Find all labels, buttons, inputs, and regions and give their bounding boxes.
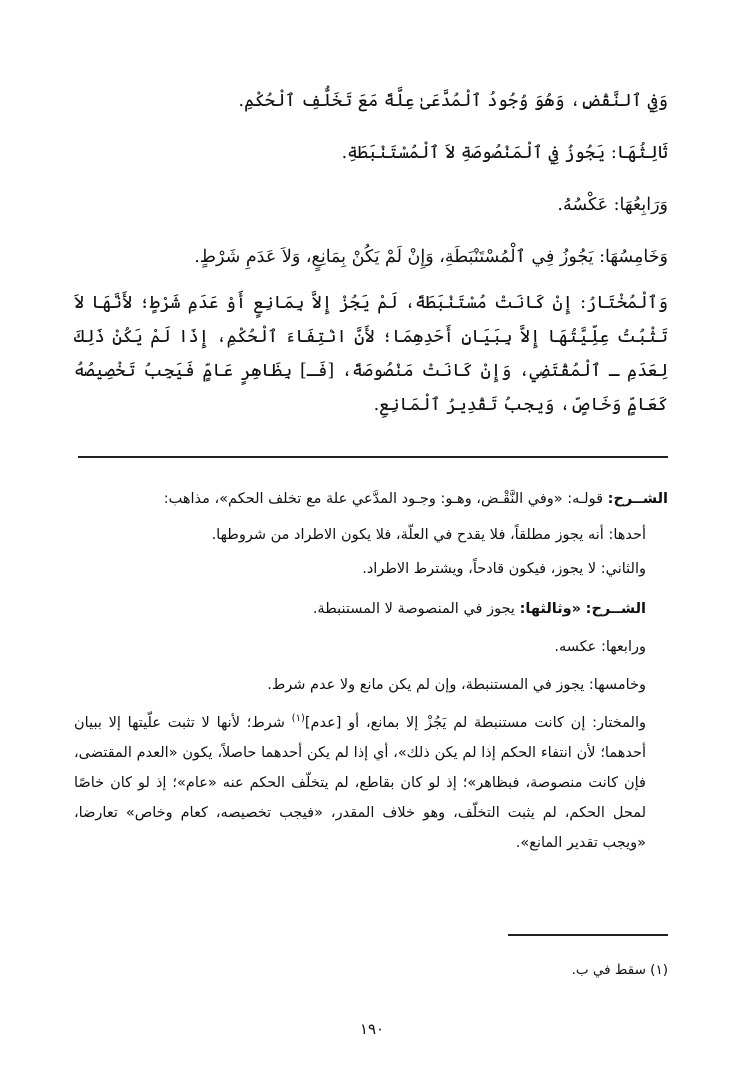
sharh-p4: ورابعها: عكسه. [554, 639, 646, 655]
matn-line-3: وَرَابِعُهَا: عَكْسُهُ. [557, 195, 668, 215]
sharh-intro [74, 484, 668, 514]
sharh-p6-b: شرط؛ لأنها لا تثبت علّيتها إلا ببيان أحدهما؛ لأن انتفاء الحكم إذا لم يكن ذلك»، أي إذا لم يكن أحدهما حاصلاً، يكون «العدم المقتضى، فإن كانت منصوصة، فبظاهر»؛ إذ لو كان بقاطع، لم يتخلّف الحكم عنه «عام»؛ إذ لو كان خاصًا لمحل الحكم، لم يثبت التخلّف، وهو خلاف المقدر، «فيجب تخصيصه، كعام وخاص» تعارضا، «ويجب تقدير المانع». [74, 714, 646, 851]
sharh-p3 [74, 594, 668, 624]
footnote-1: (١) سقط في ب. [571, 962, 668, 978]
matn-line-2: ثَالِثُهَا: يَجُوزُ فِي ٱلْمَنْصُوصَةِ لاَ ٱلْمُسْتَنْبَطَةِ. [341, 143, 668, 163]
matn-line-4: وَخَامِسُهَا: يَجُوزُ فِي ٱلْمُسْتَنْبَطَةِ، وَإِنْ لَمْ يَكُنْ بِمَانِعٍ، وَلاَ عَدَمِ شَرْطٍ. [194, 247, 668, 267]
sharh-label: الشــرح: [607, 491, 668, 507]
sharh-p1: أحدها: أنه يجوز مطلقاً، فلا يقدح في العلّة، فلا يكون الاطراد من شروطها. [211, 527, 646, 543]
sharh-p5: وخامسها: يجوز في المستنبطة، وإن لم يكن مانع ولا عدم شرط. [267, 677, 646, 693]
sharh-p3-text: يجوز في المنصوصة لا المستنبطة. [312, 601, 515, 617]
matn-line-5: وَٱلْمُخْتَارُ: إِنْ كَانَتْ مُسْتَنْبَطَةً، لَمْ يَجُزْ إِلاَّ بِمَانِعٍ أَوْ عَدَمِ شَرْطٍ؛ لأَنَّهَا لاَ تَثْبُتُ عِلِّيَّتُهَا إِلاَّ بِبَيَانِ أَحَدِهِمَا؛ لأَنَّ انْتِفَاءَ ٱلْحُكْمِ، إِذَا لَمْ يَكُنْ ذَلِكَ لِعَدَمِ ـ ٱلْمُقْتَضِي، وَإِنْ كَانَتْ مَنْصُوصَةً، [فَـ] بِظَاهِرٍ عَامٍّ فَيَجِبُ تَخْصِيصُهُ كَعَامٍّ وَخَاصٍّ، وَيجبُ تَقْدِيرُ ٱلْمَانِعِ. [74, 293, 668, 415]
footnote-ref: (١) [291, 713, 305, 724]
sharh-label-2: الشــرح: [585, 601, 646, 617]
footnote-area [74, 958, 668, 982]
sharh-p2: والثاني: لا يجوز، فيكون قادحاً، ويشترط الاطراد. [362, 561, 646, 577]
footnote-divider [508, 934, 668, 936]
sharh-p6 [74, 704, 668, 858]
sharh-intro-text: قولـه: «وفي النَّقْـض، وهـو: وجـود المدَّعي علة مع تخلف الحكم»، مذاهب: [163, 491, 604, 507]
section-divider [78, 456, 668, 458]
sharh-text [74, 484, 668, 858]
sharh-p6-a: والمختار: إن كانت مستنبطة لم يَجُزْ إلا بمانع، أو [عدم] [304, 714, 646, 731]
sharh-p3-label: «وثالثها: [519, 601, 582, 617]
matn-text [74, 84, 668, 422]
matn-line-1: وَفِي ٱلنَّقْضِ، وَهُوَ وُجُودُ ٱلْمُدَّعَىٰ عِلَّةً مَعَ تَخَلُّفِ ٱلْحُكْمِ. [238, 91, 668, 111]
page-number: ١٩٠ [359, 1020, 385, 1038]
